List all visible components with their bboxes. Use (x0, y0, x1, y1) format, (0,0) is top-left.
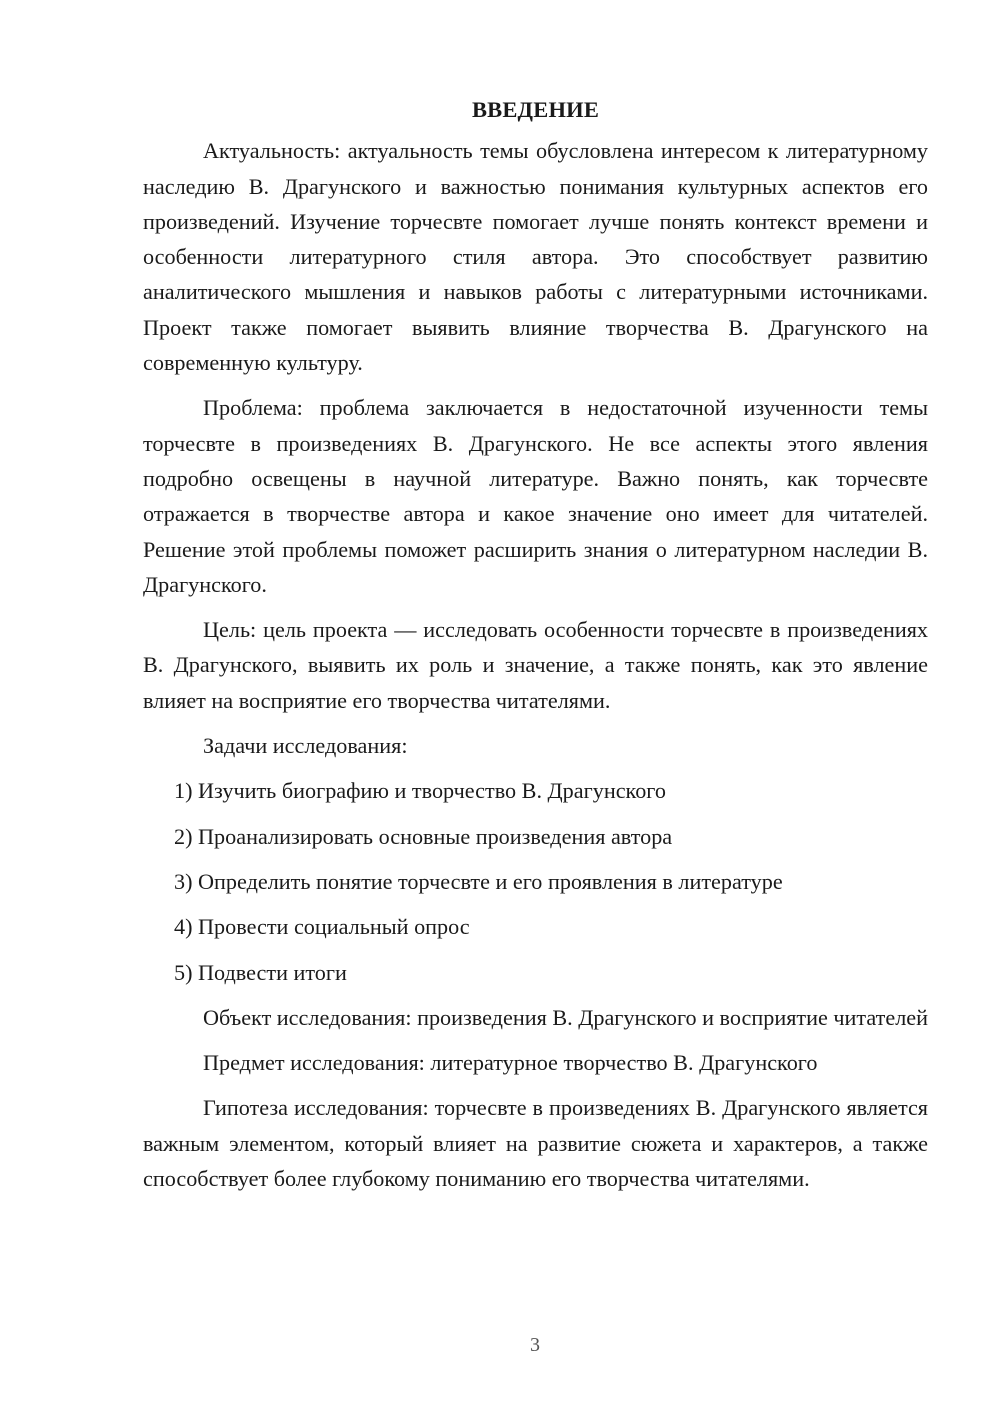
page-title: ВВЕДЕНИЕ (471, 97, 600, 122)
paragraph-problem: Проблема: проблема заключается в недостаточной изученности темы торчесвте в произведениях В. Драгунского. Не все аспекты этого явления подробно освещены в научной литературе. Важно понять, как торчесвте отражается в творчестве автора и какое значение оно имеет для читателей. Решение этой проблемы поможет расширить знания о литературном наследии В. Драгунского. (143, 395, 928, 597)
tasks-heading: Задачи исследования: (203, 733, 408, 759)
task-item: 2) Проанализировать основные произведения автора (174, 823, 673, 849)
paragraph-hypothesis: Гипотеза исследования: торчесвте в произведениях В. Драгунского является важным элементом, который влияет на развитие сюжета и характеров, а также способствует более глубокому пониманию его творчества читателями. (143, 1095, 928, 1192)
page-content (143, 92, 928, 1206)
paragraph-relevance: Актуальность: актуальность темы обусловлена интересом к литературному наследию В. Драгунского и важностью понимания культурных аспектов его произведений. Изучение торчесвте помогает лучше понять контекст времени и особенности литературного стиля автора. Это способствует развитию аналитического мышления и навыков работы с литературными источниками. Проект также помогает выявить влияние творчества В. Драгунского на современную культуру. (143, 138, 928, 376)
page-number: 3 (530, 1334, 540, 1356)
paragraph-goal: Цель: цель проекта — исследовать особенности торчесвте в произведениях В. Драгунского, выявить их роль и значение, а также понять, как это явление влияет на восприятие его творчества читателями. (143, 617, 928, 713)
task-item: 3) Определить понятие торчесвте и его проявления в литературе (174, 868, 783, 894)
paragraph-object: Объект исследования: произведения В. Драгунского и восприятие читателей (203, 1004, 929, 1030)
task-item: 5) Подвести итоги (174, 959, 347, 985)
task-item: 4) Провести социальный опрос (174, 914, 470, 940)
paragraph-subject: Предмет исследования: литературное творчество В. Драгунского (203, 1050, 818, 1076)
task-list (143, 773, 928, 989)
task-item: 1) Изучить биографию и творчество В. Драгунского (174, 778, 666, 804)
